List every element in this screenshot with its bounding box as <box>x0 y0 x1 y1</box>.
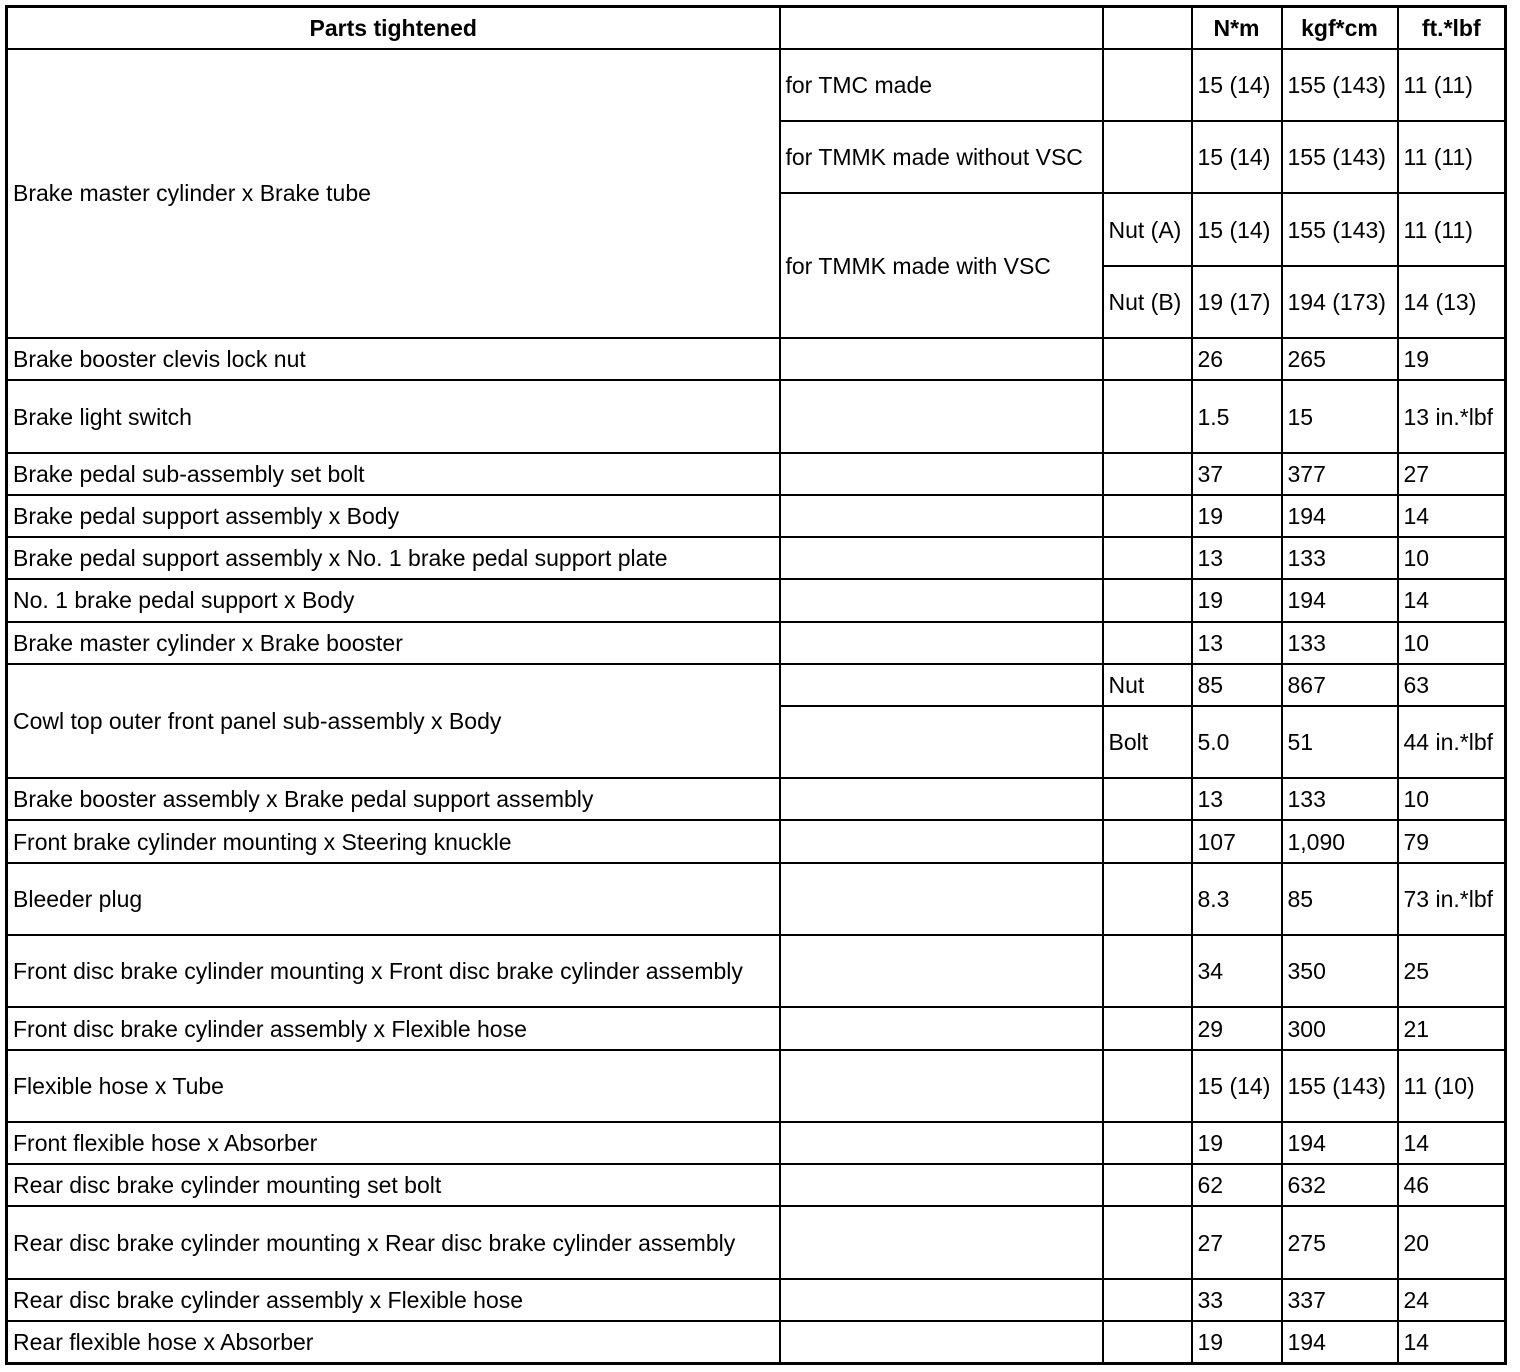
part-name: Brake booster clevis lock nut <box>7 338 780 380</box>
fastener <box>1103 1164 1192 1206</box>
table-row <box>7 1007 1506 1049</box>
condition: for TMMK made with VSC <box>780 193 1103 338</box>
torque-kgfcm: 15 <box>1282 380 1398 452</box>
torque-ftlbf: 24 <box>1398 1279 1506 1321</box>
fastener <box>1103 495 1192 537</box>
torque-kgfcm: 51 <box>1282 706 1398 778</box>
part-name: Brake pedal support assembly x No. 1 brake pedal support plate <box>7 537 780 579</box>
part-name: Rear flexible hose x Absorber <box>7 1321 780 1364</box>
condition <box>780 778 1103 820</box>
torque-kgfcm: 867 <box>1282 664 1398 706</box>
torque-ftlbf: 10 <box>1398 778 1506 820</box>
torque-nm: 5.0 <box>1192 706 1282 778</box>
table-row <box>7 1050 1506 1122</box>
torque-nm: 37 <box>1192 453 1282 495</box>
torque-nm: 27 <box>1192 1206 1282 1278</box>
torque-ftlbf: 63 <box>1398 664 1506 706</box>
table-row <box>7 453 1506 495</box>
table-row <box>7 935 1506 1007</box>
torque-nm: 8.3 <box>1192 863 1282 935</box>
table-row <box>7 1122 1506 1164</box>
part-name: Brake master cylinder x Brake tube <box>7 49 780 338</box>
fastener: Nut (B) <box>1103 266 1192 338</box>
table-row <box>7 1206 1506 1278</box>
fastener: Nut <box>1103 664 1192 706</box>
header-blank-fastener <box>1103 7 1192 49</box>
header-kgfcm: kgf*cm <box>1282 7 1398 49</box>
condition <box>780 622 1103 664</box>
torque-specification-table <box>5 5 1507 1365</box>
condition <box>780 935 1103 1007</box>
torque-kgfcm: 155 (143) <box>1282 121 1398 193</box>
table-row <box>7 495 1506 537</box>
torque-ftlbf: 11 (11) <box>1398 121 1506 193</box>
part-name: Bleeder plug <box>7 863 780 935</box>
torque-nm: 19 <box>1192 1321 1282 1364</box>
torque-kgfcm: 133 <box>1282 537 1398 579</box>
fastener: Bolt <box>1103 706 1192 778</box>
torque-kgfcm: 194 <box>1282 495 1398 537</box>
fastener <box>1103 1050 1192 1122</box>
condition <box>780 820 1103 862</box>
torque-ftlbf: 10 <box>1398 537 1506 579</box>
table-row <box>7 863 1506 935</box>
torque-nm: 107 <box>1192 820 1282 862</box>
condition <box>780 664 1103 706</box>
table-row <box>7 622 1506 664</box>
table-row <box>7 338 1506 380</box>
torque-kgfcm: 133 <box>1282 622 1398 664</box>
condition <box>780 1007 1103 1049</box>
condition <box>780 863 1103 935</box>
torque-ftlbf: 14 <box>1398 1321 1506 1364</box>
fastener <box>1103 121 1192 193</box>
condition: for TMMK made without VSC <box>780 121 1103 193</box>
torque-nm: 19 (17) <box>1192 266 1282 338</box>
fastener <box>1103 1007 1192 1049</box>
part-name: Rear disc brake cylinder assembly x Flexible hose <box>7 1279 780 1321</box>
fastener <box>1103 338 1192 380</box>
table-row <box>7 49 1506 121</box>
table-row <box>7 778 1506 820</box>
torque-nm: 15 (14) <box>1192 193 1282 265</box>
torque-ftlbf: 46 <box>1398 1164 1506 1206</box>
torque-kgfcm: 194 <box>1282 579 1398 621</box>
fastener <box>1103 820 1192 862</box>
torque-kgfcm: 155 (143) <box>1282 49 1398 121</box>
condition <box>780 1321 1103 1364</box>
part-name: Brake pedal sub-assembly set bolt <box>7 453 780 495</box>
torque-kgfcm: 194 <box>1282 1321 1398 1364</box>
part-name: Rear disc brake cylinder mounting x Rear disc brake cylinder assembly <box>7 1206 780 1278</box>
table-row <box>7 380 1506 452</box>
condition: for TMC made <box>780 49 1103 121</box>
torque-kgfcm: 133 <box>1282 778 1398 820</box>
torque-nm: 13 <box>1192 622 1282 664</box>
torque-ftlbf: 19 <box>1398 338 1506 380</box>
torque-kgfcm: 300 <box>1282 1007 1398 1049</box>
torque-ftlbf: 73 in.*lbf <box>1398 863 1506 935</box>
table-row <box>7 579 1506 621</box>
header-blank-condition <box>780 7 1103 49</box>
condition <box>780 537 1103 579</box>
torque-kgfcm: 350 <box>1282 935 1398 1007</box>
torque-ftlbf: 44 in.*lbf <box>1398 706 1506 778</box>
torque-nm: 15 (14) <box>1192 49 1282 121</box>
condition <box>780 453 1103 495</box>
torque-ftlbf: 14 (13) <box>1398 266 1506 338</box>
header-row <box>7 7 1506 49</box>
fastener <box>1103 49 1192 121</box>
torque-ftlbf: 14 <box>1398 495 1506 537</box>
torque-kgfcm: 1,090 <box>1282 820 1398 862</box>
torque-nm: 26 <box>1192 338 1282 380</box>
torque-nm: 34 <box>1192 935 1282 1007</box>
torque-nm: 29 <box>1192 1007 1282 1049</box>
table-row <box>7 664 1506 706</box>
torque-nm: 13 <box>1192 537 1282 579</box>
torque-nm: 85 <box>1192 664 1282 706</box>
part-name: Brake master cylinder x Brake booster <box>7 622 780 664</box>
part-name: Brake light switch <box>7 380 780 452</box>
part-name: Front brake cylinder mounting x Steering knuckle <box>7 820 780 862</box>
part-name: Rear disc brake cylinder mounting set bolt <box>7 1164 780 1206</box>
condition <box>780 338 1103 380</box>
torque-kgfcm: 194 (173) <box>1282 266 1398 338</box>
torque-kgfcm: 275 <box>1282 1206 1398 1278</box>
fastener <box>1103 1206 1192 1278</box>
torque-ftlbf: 13 in.*lbf <box>1398 380 1506 452</box>
fastener <box>1103 935 1192 1007</box>
fastener <box>1103 537 1192 579</box>
fastener <box>1103 380 1192 452</box>
torque-kgfcm: 194 <box>1282 1122 1398 1164</box>
torque-nm: 13 <box>1192 778 1282 820</box>
header-ftlbf: ft.*lbf <box>1398 7 1506 49</box>
torque-ftlbf: 14 <box>1398 579 1506 621</box>
header-nm: N*m <box>1192 7 1282 49</box>
torque-nm: 33 <box>1192 1279 1282 1321</box>
fastener <box>1103 1321 1192 1364</box>
part-name: Front disc brake cylinder mounting x Front disc brake cylinder assembly <box>7 935 780 1007</box>
torque-kgfcm: 155 (143) <box>1282 193 1398 265</box>
torque-nm: 19 <box>1192 495 1282 537</box>
torque-kgfcm: 155 (143) <box>1282 1050 1398 1122</box>
condition <box>780 1164 1103 1206</box>
part-name: Brake booster assembly x Brake pedal support assembly <box>7 778 780 820</box>
fastener <box>1103 579 1192 621</box>
table-row <box>7 1321 1506 1364</box>
torque-ftlbf: 79 <box>1398 820 1506 862</box>
torque-ftlbf: 20 <box>1398 1206 1506 1278</box>
torque-ftlbf: 11 (10) <box>1398 1050 1506 1122</box>
torque-nm: 15 (14) <box>1192 1050 1282 1122</box>
part-name: No. 1 brake pedal support x Body <box>7 579 780 621</box>
condition <box>780 380 1103 452</box>
torque-ftlbf: 11 (11) <box>1398 49 1506 121</box>
part-name: Front flexible hose x Absorber <box>7 1122 780 1164</box>
torque-kgfcm: 85 <box>1282 863 1398 935</box>
fastener <box>1103 863 1192 935</box>
fastener <box>1103 778 1192 820</box>
condition <box>780 579 1103 621</box>
table-row <box>7 820 1506 862</box>
torque-ftlbf: 21 <box>1398 1007 1506 1049</box>
torque-nm: 19 <box>1192 1122 1282 1164</box>
fastener <box>1103 1122 1192 1164</box>
fastener <box>1103 1279 1192 1321</box>
fastener: Nut (A) <box>1103 193 1192 265</box>
torque-ftlbf: 14 <box>1398 1122 1506 1164</box>
table-row <box>7 1164 1506 1206</box>
torque-ftlbf: 27 <box>1398 453 1506 495</box>
part-name: Front disc brake cylinder assembly x Flexible hose <box>7 1007 780 1049</box>
torque-kgfcm: 337 <box>1282 1279 1398 1321</box>
torque-nm: 1.5 <box>1192 380 1282 452</box>
part-name: Flexible hose x Tube <box>7 1050 780 1122</box>
condition <box>780 495 1103 537</box>
torque-ftlbf: 11 (11) <box>1398 193 1506 265</box>
condition <box>780 706 1103 778</box>
condition <box>780 1050 1103 1122</box>
table-row <box>7 1279 1506 1321</box>
torque-kgfcm: 377 <box>1282 453 1398 495</box>
torque-nm: 62 <box>1192 1164 1282 1206</box>
torque-nm: 19 <box>1192 579 1282 621</box>
torque-kgfcm: 265 <box>1282 338 1398 380</box>
part-name: Cowl top outer front panel sub-assembly x Body <box>7 664 780 779</box>
fastener <box>1103 622 1192 664</box>
fastener <box>1103 453 1192 495</box>
header-parts-tightened: Parts tightened <box>7 7 780 49</box>
condition <box>780 1206 1103 1278</box>
torque-kgfcm: 632 <box>1282 1164 1398 1206</box>
torque-ftlbf: 10 <box>1398 622 1506 664</box>
condition <box>780 1279 1103 1321</box>
part-name: Brake pedal support assembly x Body <box>7 495 780 537</box>
condition <box>780 1122 1103 1164</box>
table-row <box>7 537 1506 579</box>
torque-nm: 15 (14) <box>1192 121 1282 193</box>
torque-ftlbf: 25 <box>1398 935 1506 1007</box>
